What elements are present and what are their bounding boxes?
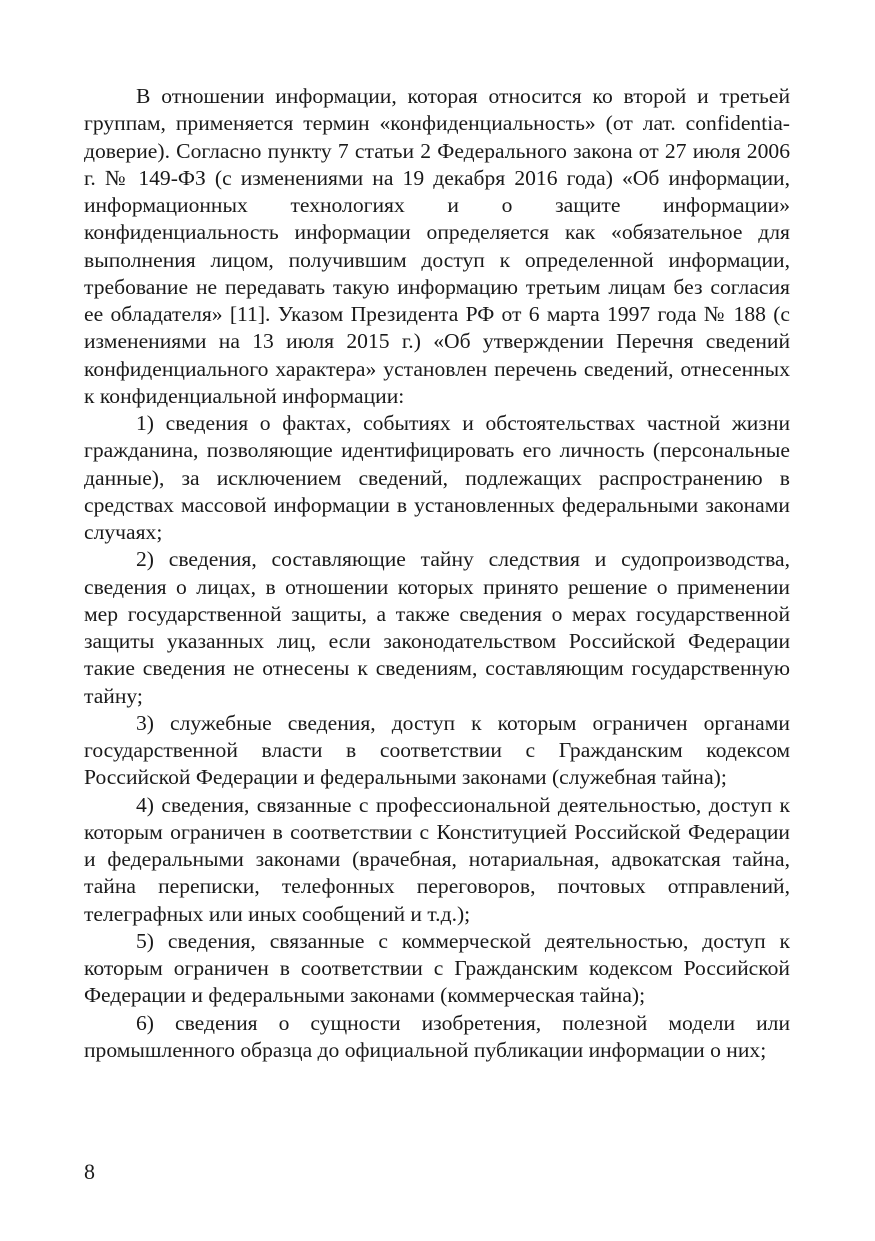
paragraph-intro: В отношении информации, которая относится ко второй и третьей группам, применяется термин «конфиденциальность» (от лат. confidentia-доверие). Согласно пункту 7 статьи 2 Федерального закона от 27 июля 2006 г. № 149-ФЗ (с изменениями на 19 декабря 2016 года) «Об информации, информационных технологиях и о защите информации» конфиденциальность информации определяется как «обязательное для выполнения лицом, получившим доступ к определенной информации, требование не передавать такую информацию третьим лицам без согласия ее обладателя» [11]. Указом Президента РФ от 6 марта 1997 года № 188 (с изменениями на 13 июля 2015 г.) «Об утверждении Перечня сведений конфиденциального характера» установлен перечень сведений, отнесенных к конфиденциальной информации:: [84, 84, 790, 408]
list-item-6: 6) сведения о сущности изобретения, полезной модели или промышленного образца до официальной публикации информации о них;: [84, 1010, 790, 1062]
list-item-1: 1) сведения о фактах, событиях и обстоятельствах частной жизни гражданина, позволяющие идентифицировать его личность (персональные данные), за исключением сведений, подлежащих распространению в средствах массовой информации в установленных федеральными законами случаях;: [84, 411, 790, 544]
body-text: [84, 83, 790, 1064]
list-item-4: 4) сведения, связанные с профессиональной деятельностью, доступ к которым ограничен в соответствии с Конституцией Российской Федерации и федеральными законами (врачебная, нотариальная, адвокатская тайна, тайна переписки, телефонных переговоров, почтовых отправлений, телеграфных или иных сообщений и т.д.);: [84, 792, 790, 926]
list-item-5: 5) сведения, связанные с коммерческой деятельностью, доступ к которым ограничен в соответствии с Гражданским кодексом Российской Федерации и федеральными законами (коммерческая тайна);: [84, 928, 790, 1008]
list-item-3: 3) служебные сведения, доступ к которым ограничен органами государственной власти в соответствии с Гражданским кодексом Российской Федерации и федеральными законами (служебная тайна);: [84, 710, 790, 790]
list-item-2: 2) сведения, составляющие тайну следствия и судопроизводства, сведения о лицах, в отношении которых принято решение о применении мер государственной защиты, а также сведения о мерах государственной защиты указанных лиц, если законодательством Российской Федерации такие сведения не отнесены к сведениям, составляющим государственную тайну;: [84, 547, 790, 708]
page-number: 8: [84, 1159, 95, 1184]
